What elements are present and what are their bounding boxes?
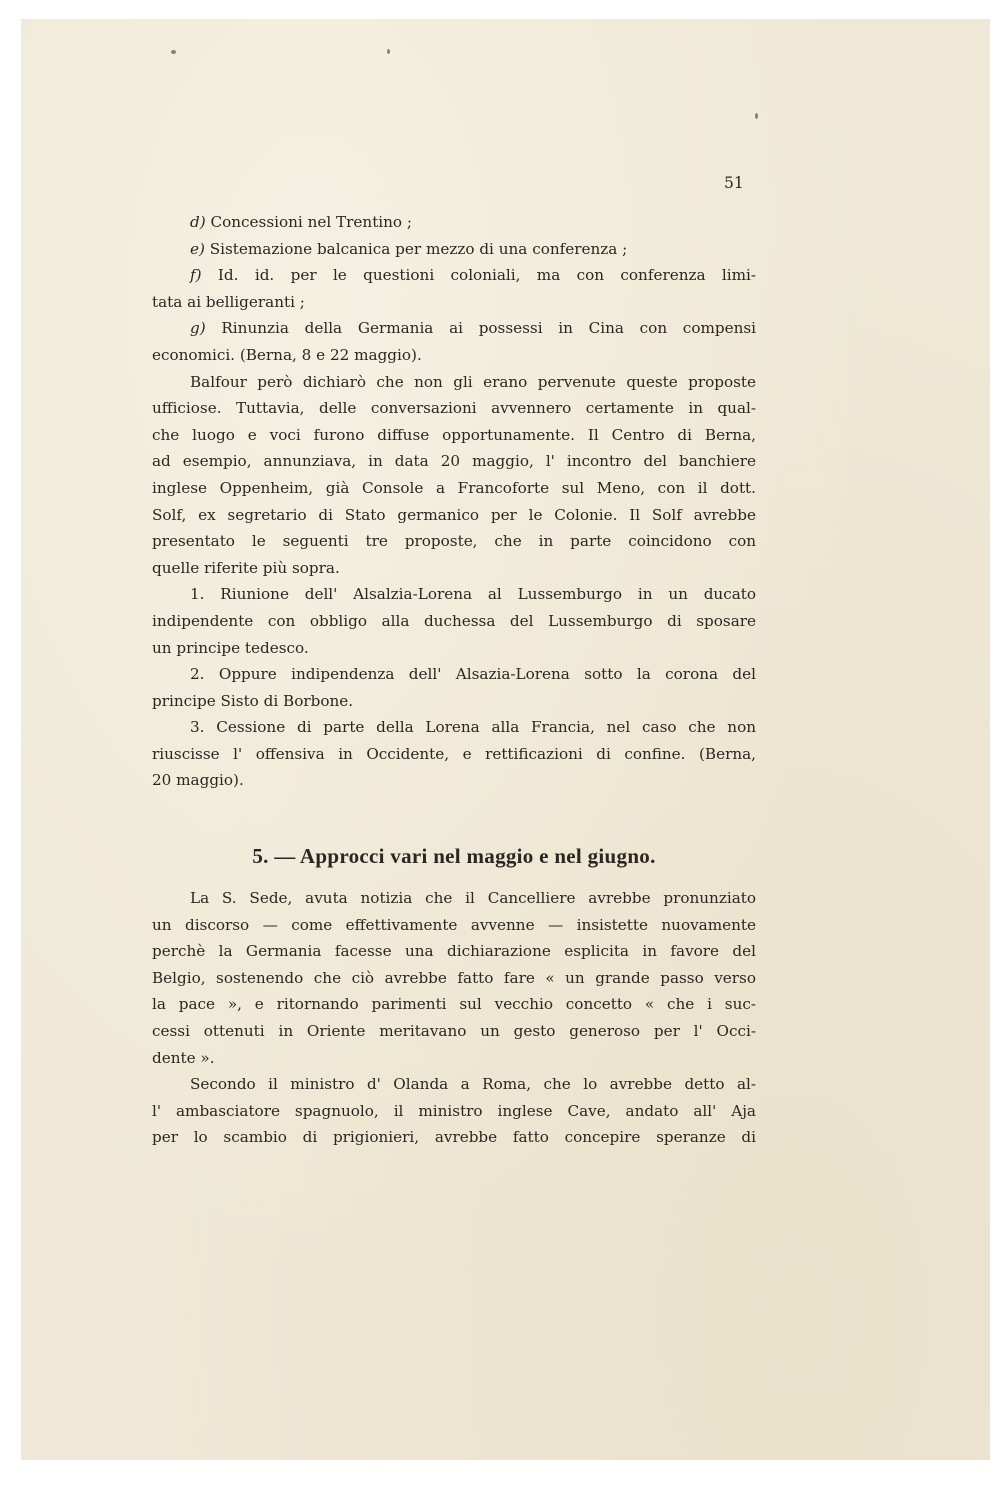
paragraph-line: l' ambasciatore spagnuolo, il ministro inglese Cave, andato all' Aja bbox=[152, 1101, 756, 1120]
body-text-bottom bbox=[152, 885, 756, 1151]
paragraph-line: cessi ottenuti in Oriente meritavano un gesto generoso per l' Occi- bbox=[152, 1021, 756, 1040]
proposal-3-line: 20 maggio). bbox=[152, 771, 244, 790]
paragraph-line: ufficiose. Tuttavia, delle conversazioni avvennero certamente in qual- bbox=[152, 399, 756, 418]
proposal-1-line: un principe tedesco. bbox=[152, 638, 309, 657]
paragraph-line: che luogo e voci furono diffuse opportunamente. Il Centro di Berna, bbox=[152, 425, 756, 444]
paragraph-line: Balfour però dichiarò che non gli erano pervenute queste proposte bbox=[190, 372, 756, 391]
list-item-f: f) Id. id. per le questioni coloniali, ma con conferenza limi- bbox=[190, 266, 756, 285]
ink-speck bbox=[755, 113, 758, 119]
section-heading: 5. — Approcci vari nel maggio e nel giugno. bbox=[252, 844, 656, 868]
list-item-f-cont: tata ai belligeranti ; bbox=[152, 292, 305, 311]
paragraph-line: un discorso — come effettivamente avvenne — insistette nuovamente bbox=[152, 915, 756, 934]
body-text-top bbox=[152, 209, 756, 794]
list-item-e: e) Sistemazione balcanica per mezzo di una conferenza ; bbox=[190, 239, 628, 258]
ink-speck bbox=[387, 49, 390, 54]
paragraph-line: perchè la Germania facesse una dichiarazione esplicita in favore del bbox=[152, 942, 756, 961]
list-item-g-cont: economici. (Berna, 8 e 22 maggio). bbox=[152, 345, 422, 364]
list-item-g: g) Rinunzia della Germania ai possessi in Cina con compensi bbox=[190, 319, 757, 338]
paragraph-line: dente ». bbox=[152, 1048, 215, 1067]
page-number: 51 bbox=[724, 174, 744, 192]
paragraph-line: Belgio, sostenendo che ciò avrebbe fatto fare « un grande passo verso bbox=[152, 968, 756, 987]
list-item-d: d) Concessioni nel Trentino ; bbox=[190, 213, 413, 231]
paragraph-line: ad esempio, annunziava, in data 20 maggio, l' incontro del banchiere bbox=[152, 452, 756, 471]
proposal-3-line: riuscisse l' offensiva in Occidente, e rettificazioni di confine. (Berna, bbox=[152, 744, 756, 763]
ink-speck bbox=[171, 50, 176, 54]
paragraph-line: inglese Oppenheim, già Console a Francoforte sul Meno, con il dott. bbox=[152, 478, 756, 497]
paragraph-line: Secondo il ministro d' Olanda a Roma, che lo avrebbe detto al- bbox=[190, 1075, 756, 1094]
proposal-1-line: 1. Riunione dell' Alsalzia-Lorena al Lussemburgo in un ducato bbox=[190, 585, 756, 604]
proposal-3-line: 3. Cessione di parte della Lorena alla Francia, nel caso che non bbox=[190, 718, 756, 737]
paragraph-line: La S. Sede, avuta notizia che il Cancelliere avrebbe pronunziato bbox=[190, 889, 756, 907]
paragraph-line: quelle riferite più sopra. bbox=[152, 558, 340, 577]
paragraph-line: la pace », e ritornando parimenti sul vecchio concetto « che i suc- bbox=[152, 995, 756, 1014]
proposal-2-line: 2. Oppure indipendenza dell' Alsazia-Lorena sotto la corona del bbox=[190, 665, 756, 684]
paragraph-line: per lo scambio di prigionieri, avrebbe fatto concepire speranze di bbox=[152, 1128, 756, 1147]
proposal-2-line: principe Sisto di Borbone. bbox=[152, 691, 354, 710]
paragraph-line: presentato le seguenti tre proposte, che in parte coincidono con bbox=[152, 532, 756, 551]
proposal-1-line: indipendente con obbligo alla duchessa del Lussemburgo di sposare bbox=[152, 611, 756, 630]
paragraph-line: Solf, ex segretario di Stato germanico per le Colonie. Il Solf avrebbe bbox=[152, 505, 756, 524]
